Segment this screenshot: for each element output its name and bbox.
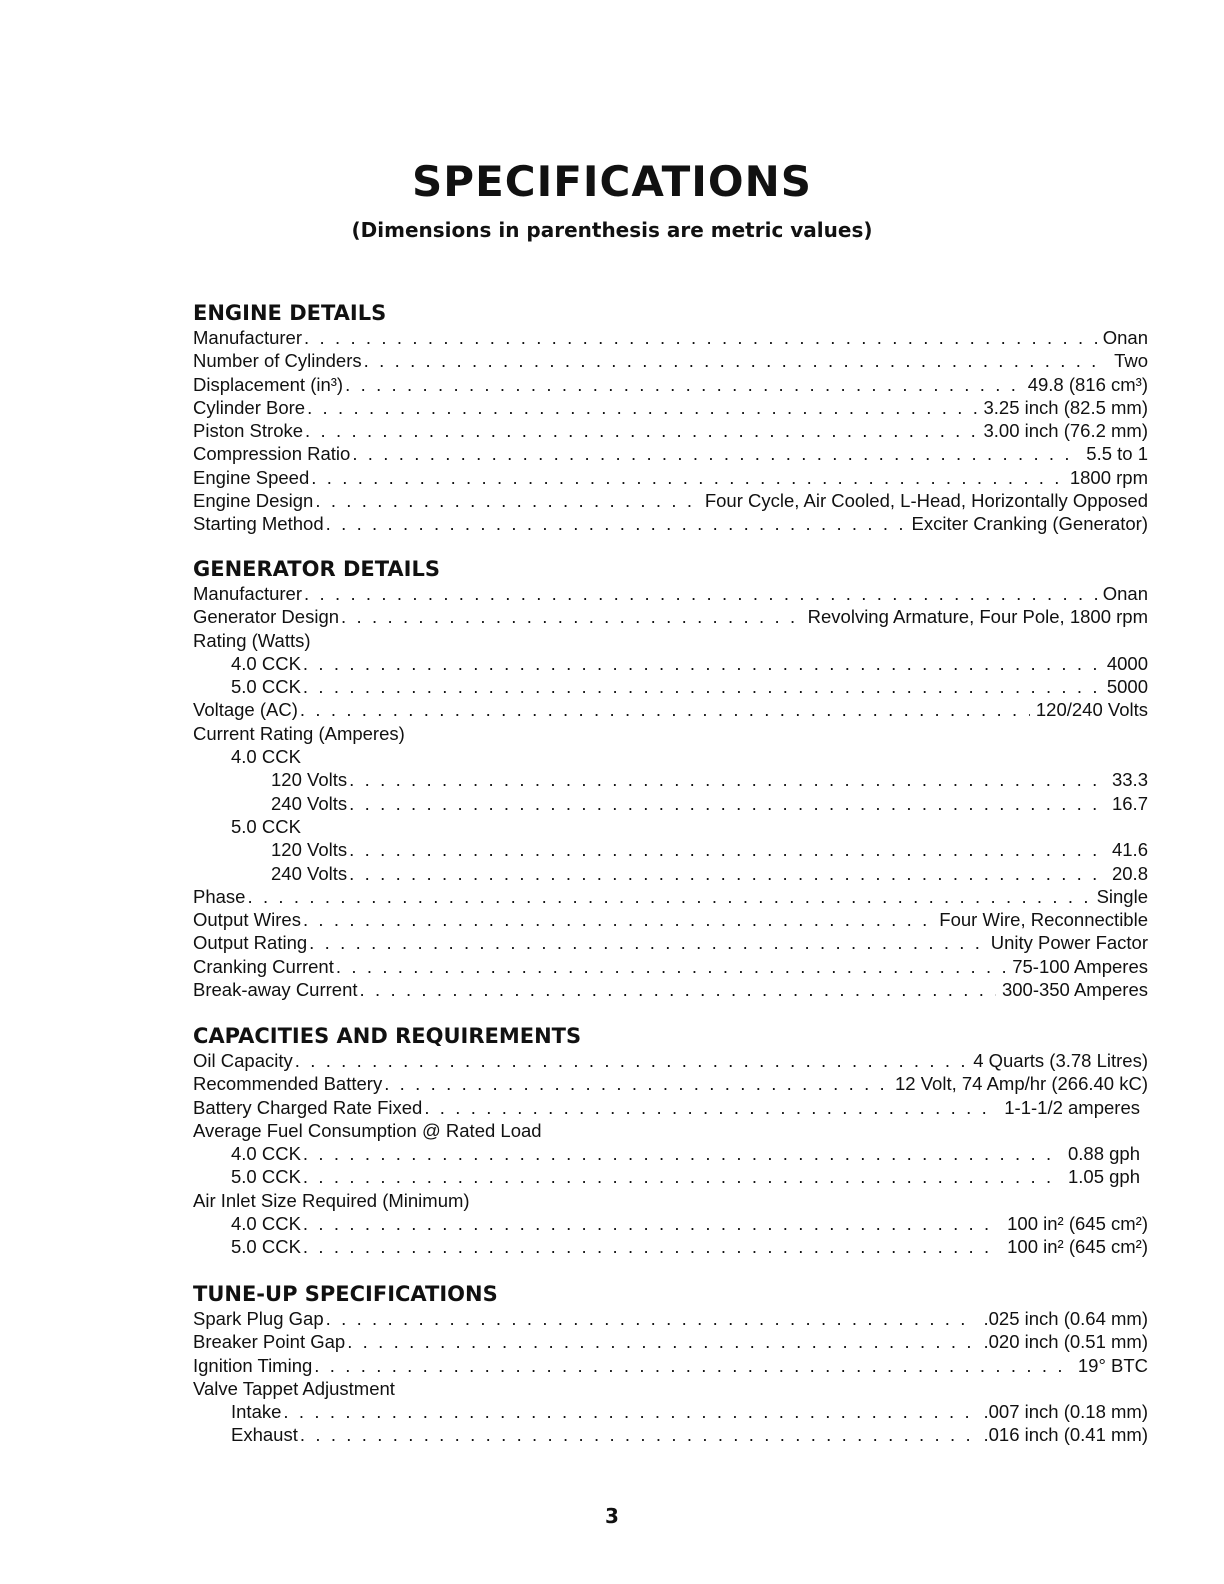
spec-row — [193, 955, 1148, 978]
spec-row — [193, 1049, 1148, 1072]
spec-label: 5.0 CCK — [231, 676, 301, 698]
spec-label: Cylinder Bore — [193, 396, 306, 418]
spec-value: 4000 — [1106, 652, 1148, 674]
spec-value: Four Cycle, Air Cooled, L-Head, Horizontally Opposed — [704, 490, 1148, 512]
leader-dots — [326, 512, 906, 535]
spec-value: Onan — [1102, 583, 1148, 604]
leader-dots — [295, 1049, 967, 1072]
section-title: ENGINE DETAILS — [193, 301, 387, 325]
spec-value: Onan — [1102, 327, 1148, 348]
spec-subheading-row — [193, 1189, 1148, 1212]
spec-row — [193, 652, 1148, 675]
spec-subheading-row — [193, 745, 1148, 768]
leader-dots — [311, 466, 1064, 489]
spec-value: 100 in² (645 cm²) — [1007, 1236, 1148, 1258]
spec-row — [193, 978, 1148, 1001]
spec-label: Break-away Current — [193, 979, 358, 1001]
spec-label: Spark Plug Gap — [193, 1308, 324, 1329]
generator-details-section — [193, 556, 1148, 1001]
spec-value: 3.00 inch (76.2 mm) — [983, 420, 1148, 442]
spec-subheading-row — [193, 1119, 1148, 1142]
spec-row — [193, 1212, 1148, 1235]
spec-row — [193, 908, 1148, 931]
spec-value: .016 inch (0.41 mm) — [983, 1424, 1148, 1446]
spec-value: Two — [1114, 350, 1148, 372]
leader-dots — [349, 838, 1106, 861]
leader-dots — [349, 768, 1106, 791]
spec-value: 19° BTC — [1077, 1354, 1148, 1376]
leader-dots — [349, 792, 1106, 815]
spec-label: Phase — [193, 885, 246, 907]
leader-dots — [300, 698, 1030, 721]
spec-row — [193, 862, 1148, 885]
leader-dots — [304, 582, 1097, 605]
spec-label: Displacement (in³) — [193, 373, 344, 395]
spec-value: Single — [1096, 885, 1148, 907]
spec-label: Number of Cylinders — [193, 350, 362, 372]
spec-value: 5.5 to 1 — [1086, 443, 1148, 465]
spec-row — [193, 373, 1148, 396]
spec-row — [193, 1307, 1148, 1330]
leader-dots — [349, 862, 1106, 885]
spec-row — [193, 605, 1148, 628]
spec-label: Manufacturer — [193, 583, 302, 604]
spec-row — [193, 326, 1148, 349]
spec-label: Ignition Timing — [193, 1354, 313, 1376]
spec-row — [193, 675, 1148, 698]
spec-subheading: 5.0 CCK — [231, 815, 301, 837]
spec-subheading: Rating (Watts) — [193, 629, 311, 651]
leader-dots — [307, 396, 977, 419]
leader-dots — [360, 978, 996, 1001]
spec-subheading-row — [193, 1377, 1148, 1400]
leader-dots — [364, 349, 1108, 372]
spec-value: .007 inch (0.18 mm) — [983, 1401, 1148, 1423]
spec-row — [193, 466, 1148, 489]
spec-value: Revolving Armature, Four Pole, 1800 rpm — [807, 606, 1148, 628]
spec-row — [193, 442, 1148, 465]
spec-row — [193, 349, 1148, 372]
page-number: 3 — [605, 1504, 619, 1528]
spec-label: Cranking Current — [193, 955, 334, 977]
spec-label: Engine Speed — [193, 466, 310, 488]
leader-dots — [345, 373, 1022, 396]
leader-dots — [300, 1423, 978, 1446]
spec-subheading: Average Fuel Consumption @ Rated Load — [193, 1119, 542, 1141]
spec-label: Output Rating — [193, 932, 308, 954]
spec-label: 4.0 CCK — [231, 652, 301, 674]
capacities-section — [193, 1023, 1148, 1259]
spec-value: 5000 — [1106, 676, 1148, 698]
leader-dots — [303, 1165, 1062, 1188]
leader-dots — [424, 1096, 998, 1119]
leader-dots — [336, 955, 1006, 978]
spec-subheading: Air Inlet Size Required (Minimum) — [193, 1189, 470, 1211]
spec-row — [193, 1096, 1148, 1119]
leader-dots — [341, 605, 802, 628]
spec-row — [193, 512, 1148, 535]
spec-value: 4 Quarts (3.78 Litres) — [973, 1050, 1148, 1071]
spec-row — [193, 885, 1148, 908]
spec-row — [193, 1165, 1148, 1188]
spec-value: 16.7 — [1111, 792, 1148, 814]
spec-value: Exciter Cranking (Generator) — [911, 513, 1148, 535]
leader-dots — [303, 1142, 1062, 1165]
spec-label: Intake — [231, 1401, 282, 1423]
spec-label: Breaker Point Gap — [193, 1331, 346, 1353]
spec-value: 3.25 inch (82.5 mm) — [983, 396, 1148, 418]
spec-label: Battery Charged Rate Fixed — [193, 1096, 423, 1118]
spec-subheading-row — [193, 815, 1148, 838]
spec-row — [193, 768, 1148, 791]
spec-row — [193, 1354, 1148, 1377]
spec-label: 5.0 CCK — [231, 1166, 301, 1188]
spec-label: Piston Stroke — [193, 420, 304, 442]
spec-value: .025 inch (0.64 mm) — [983, 1308, 1148, 1329]
spec-value: 75-100 Amperes — [1012, 955, 1148, 977]
spec-row — [193, 489, 1148, 512]
spec-label: Compression Ratio — [193, 443, 351, 465]
spec-value: 120/240 Volts — [1035, 699, 1148, 721]
spec-value: 100 in² (645 cm²) — [1007, 1213, 1148, 1235]
spec-label: Engine Design — [193, 490, 314, 512]
spec-value: 33.3 — [1111, 769, 1148, 791]
spec-label: 5.0 CCK — [231, 1236, 301, 1258]
leader-dots — [347, 1330, 977, 1353]
spec-value: 300-350 Amperes — [1001, 979, 1148, 1001]
section-title: CAPACITIES AND REQUIREMENTS — [193, 1024, 582, 1048]
leader-dots — [326, 1307, 978, 1330]
spec-value: 41.6 — [1111, 839, 1148, 861]
leader-dots — [303, 1212, 1001, 1235]
leader-dots — [309, 931, 985, 954]
spec-label: Starting Method — [193, 513, 324, 535]
leader-dots — [247, 885, 1090, 908]
spec-label: Recommended Battery — [193, 1073, 383, 1095]
spec-subheading-row — [193, 629, 1148, 652]
spec-value: 1800 rpm — [1069, 466, 1148, 488]
spec-label: Generator Design — [193, 606, 340, 628]
spec-value: 1-1-1/2 amperes — [1004, 1096, 1140, 1118]
spec-label: Manufacturer — [193, 327, 302, 348]
spec-row — [193, 1423, 1148, 1446]
spec-label: 240 Volts — [271, 862, 348, 884]
spec-value: 49.8 (816 cm³) — [1027, 373, 1148, 395]
spec-row — [193, 1235, 1148, 1258]
spec-label: 4.0 CCK — [231, 1213, 301, 1235]
spec-label: 120 Volts — [271, 769, 348, 791]
spec-row — [193, 1330, 1148, 1353]
spec-label: Oil Capacity — [193, 1050, 293, 1071]
spec-row — [193, 582, 1148, 605]
engine-details-section — [193, 300, 1148, 536]
section-title: TUNE-UP SPECIFICATIONS — [193, 1282, 498, 1306]
spec-row — [193, 1142, 1148, 1165]
spec-label: Exhaust — [231, 1424, 298, 1446]
leader-dots — [304, 326, 1097, 349]
spec-row — [193, 931, 1148, 954]
spec-row — [193, 792, 1148, 815]
spec-row — [193, 396, 1148, 419]
leader-dots — [315, 489, 698, 512]
leader-dots — [384, 1072, 889, 1095]
spec-value: 0.88 gph — [1067, 1143, 1140, 1165]
spec-value: .020 inch (0.51 mm) — [983, 1331, 1148, 1353]
spec-row — [193, 1072, 1148, 1095]
leader-dots — [305, 419, 977, 442]
leader-dots — [283, 1400, 977, 1423]
leader-dots — [303, 1235, 1001, 1258]
spec-label: Voltage (AC) — [193, 699, 298, 721]
page-subtitle: (Dimensions in parenthesis are metric values) — [351, 218, 873, 242]
spec-row — [193, 1400, 1148, 1423]
spec-label: 240 Volts — [271, 792, 348, 814]
spec-value: 12 Volt, 74 Amp/hr (266.40 kC) — [895, 1073, 1148, 1095]
tuneup-section — [193, 1281, 1148, 1447]
spec-value: 1.05 gph — [1067, 1166, 1140, 1188]
spec-label: 4.0 CCK — [231, 1143, 301, 1165]
leader-dots — [352, 442, 1080, 465]
spec-subheading: 4.0 CCK — [231, 746, 301, 768]
leader-dots — [314, 1354, 1072, 1377]
leader-dots — [303, 675, 1101, 698]
section-title: GENERATOR DETAILS — [193, 557, 440, 581]
spec-subheading-row — [193, 722, 1148, 745]
spec-value: Four Wire, Reconnectible — [939, 909, 1148, 931]
spec-value: Unity Power Factor — [990, 932, 1148, 954]
page-title: SPECIFICATIONS — [412, 157, 812, 206]
leader-dots — [303, 652, 1101, 675]
spec-subheading: Current Rating (Amperes) — [193, 722, 405, 744]
spec-row — [193, 419, 1148, 442]
spec-subheading: Valve Tappet Adjustment — [193, 1377, 395, 1399]
spec-row — [193, 838, 1148, 861]
spec-row — [193, 698, 1148, 721]
spec-label: Output Wires — [193, 909, 301, 931]
leader-dots — [303, 908, 933, 931]
spec-value: 20.8 — [1111, 862, 1148, 884]
spec-label: 120 Volts — [271, 839, 348, 861]
